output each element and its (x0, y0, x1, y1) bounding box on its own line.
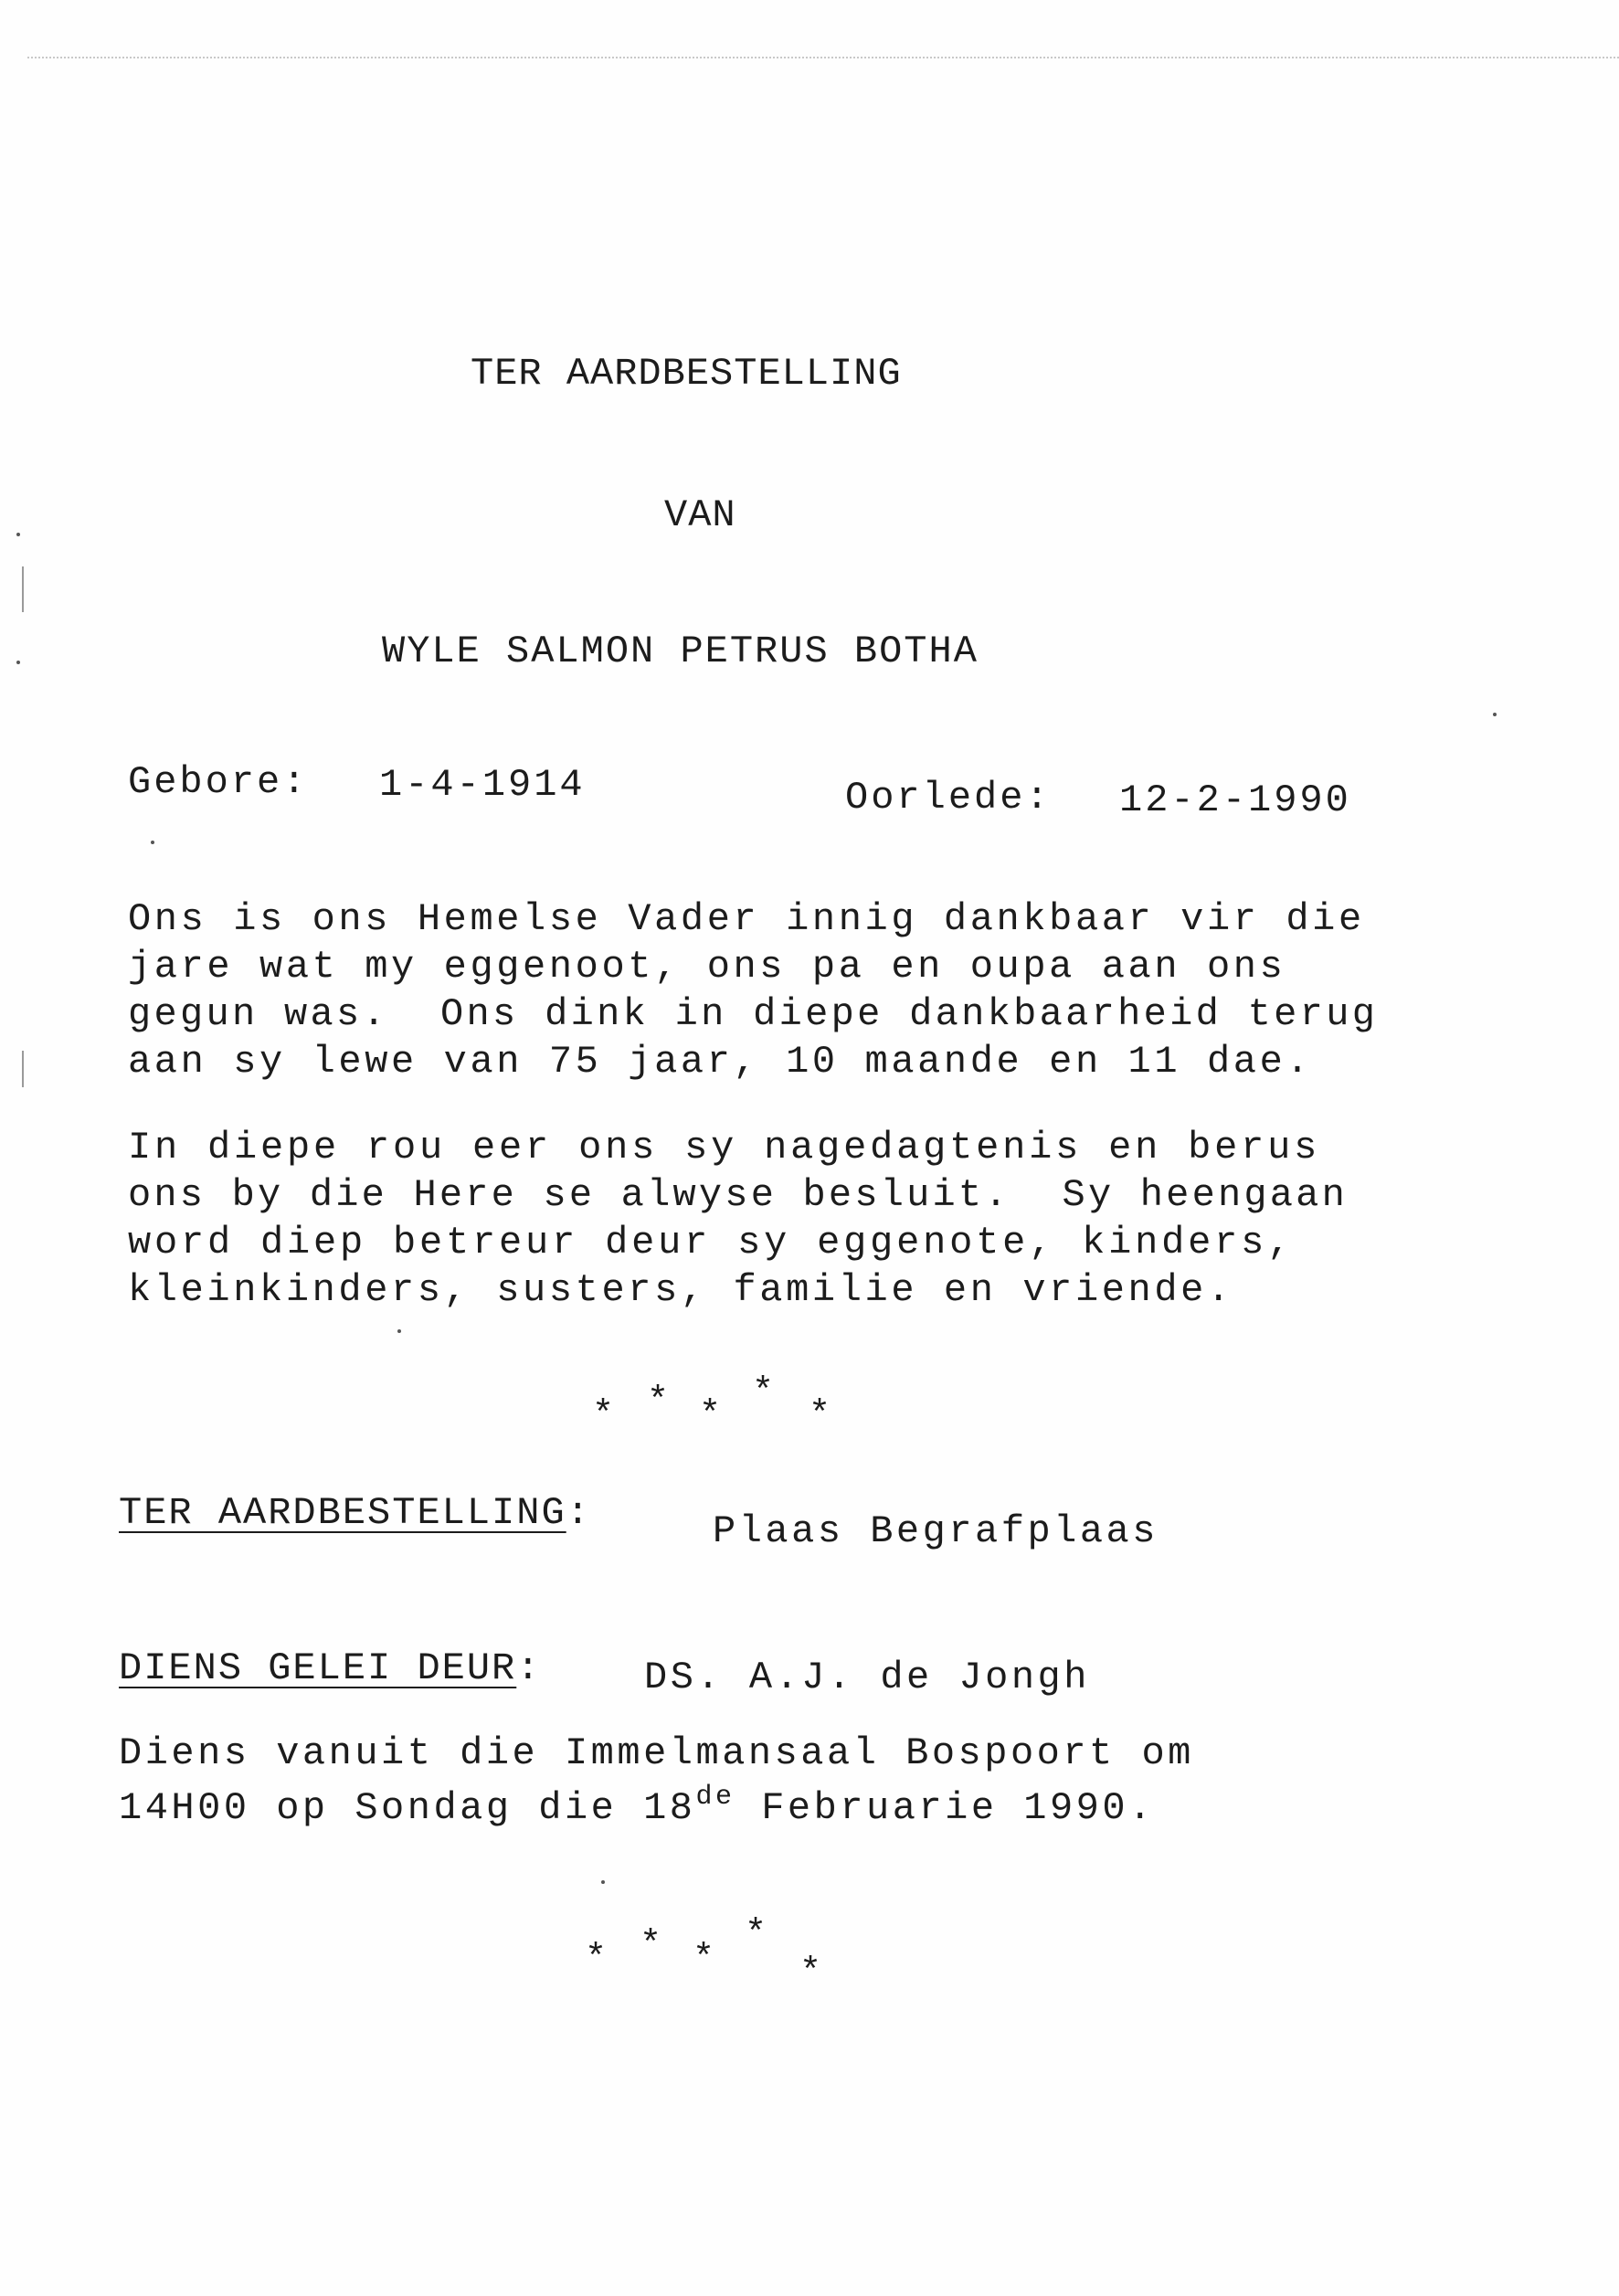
star: * (809, 1395, 831, 1436)
paragraph-line: ons by die Here se alwyse besluit. Sy heengaan (128, 1173, 1348, 1217)
star: * (693, 1939, 715, 1980)
born-date: 1-4-1914 (379, 763, 586, 807)
died-label: Oorlede: (845, 776, 1052, 820)
star: * (640, 1925, 662, 1966)
deceased-name: WYLE SALMON PETRUS BOTHA (382, 630, 979, 673)
speck (397, 1329, 401, 1333)
service-date-part: Februarie 1990. (735, 1786, 1155, 1830)
burial-label: TER AARDBESTELLING (119, 1491, 566, 1535)
paragraph-line: jare wat my eggenoot, ons pa en oupa aan ons (128, 945, 1286, 989)
speck (1493, 713, 1497, 716)
heading-van: VAN (664, 493, 736, 537)
paragraph-line: word diep betreur deur sy eggenote, kinders, (128, 1221, 1295, 1264)
heading-title: TER AARDBESTELLING (471, 352, 902, 396)
service-date-part: 14H00 op Sondag die 18 (119, 1786, 696, 1830)
page-top-edge (27, 57, 1619, 58)
service-label: DIENS GELEI DEUR (119, 1646, 517, 1690)
born-label: Gebore: (128, 760, 309, 804)
page-left-mark (22, 566, 24, 612)
service-details-line (119, 1782, 1155, 1830)
speck (601, 1880, 605, 1884)
paragraph-line: Ons is ons Hemelse Vader innig dankbaar vir die (128, 897, 1365, 941)
star: * (745, 1914, 767, 1955)
page-left-mark (22, 1051, 24, 1087)
speck (16, 533, 20, 536)
service-label-row (119, 1646, 542, 1690)
service-value: DS. A.J. de Jongh (644, 1656, 1090, 1699)
paragraph-line: In diepe rou eer ons sy nagedagtenis en berus (128, 1126, 1321, 1169)
ordinal-suffix: de (695, 1782, 735, 1813)
speck (16, 661, 20, 664)
paragraph-line: gegun was. Ons dink in diepe dankbaarheid terug (128, 992, 1379, 1036)
paragraph-line: kleinkinders, susters, familie en vriende. (128, 1268, 1233, 1312)
speck (151, 841, 154, 844)
star: * (585, 1939, 608, 1980)
star: * (699, 1395, 722, 1436)
died-date: 12-2-1990 (1119, 778, 1351, 822)
burial-value: Plaas Begrafplaas (713, 1509, 1159, 1553)
star: * (799, 1952, 822, 1994)
service-colon: : (516, 1646, 542, 1690)
paragraph-line: aan sy lewe van 75 jaar, 10 maande en 11 dae. (128, 1040, 1313, 1084)
burial-colon: : (566, 1491, 591, 1535)
star: * (647, 1381, 670, 1423)
service-details-line: Diens vanuit die Immelmansaal Bospoort om (119, 1731, 1194, 1775)
star: * (592, 1395, 615, 1436)
star: * (752, 1372, 775, 1413)
burial-label-row (119, 1491, 591, 1535)
